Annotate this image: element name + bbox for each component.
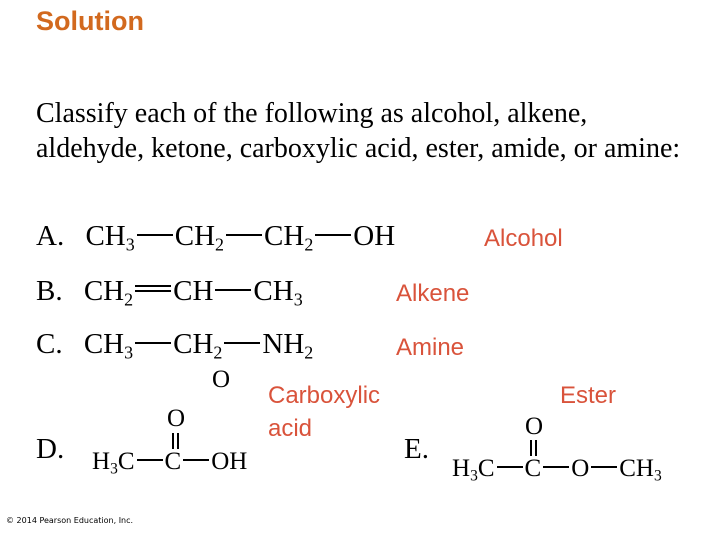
item-a-group-1: $CH_3$ bbox=[85, 220, 135, 255]
item-c-formula bbox=[36, 328, 313, 361]
item-a-group-4: OH bbox=[353, 220, 396, 252]
item-a-answer: Alcohol bbox=[484, 225, 563, 252]
item-d-letter: D. bbox=[36, 433, 65, 465]
carbonyl-double-bond bbox=[172, 433, 179, 449]
item-e-skeleton bbox=[452, 455, 662, 483]
single-bond bbox=[224, 342, 260, 344]
item-d-right-group: OH bbox=[211, 448, 248, 475]
item-a-formula bbox=[36, 220, 395, 253]
item-d-left-group: $H_3C$ bbox=[92, 448, 135, 478]
item-c-answer: Amine bbox=[396, 334, 465, 361]
single-bond bbox=[226, 234, 262, 236]
single-bond bbox=[135, 342, 171, 344]
item-b-answer: Alkene bbox=[396, 280, 470, 307]
copyright-notice: © 2014 Pearson Education, Inc. bbox=[6, 516, 134, 525]
item-e-left-group: $H_3C$ bbox=[452, 455, 495, 485]
item-a-group-3: $CH_2$ bbox=[264, 220, 314, 255]
item-e-right-group: $CH_3$ bbox=[619, 455, 662, 485]
item-e-letter: E. bbox=[404, 433, 429, 465]
item-c-group-1: $CH_3$ bbox=[83, 328, 134, 363]
item-d-skeleton bbox=[92, 448, 247, 476]
item-d-carbonyl-oxygen: O bbox=[167, 405, 186, 432]
slide-heading: Solution bbox=[36, 6, 144, 36]
item-b-formula bbox=[36, 275, 303, 308]
item-e-carbonyl-oxygen: O bbox=[525, 413, 544, 440]
item-c-letter: C. bbox=[36, 328, 63, 360]
item-a-group-2: $CH_2$ bbox=[174, 220, 225, 255]
item-b-letter: B. bbox=[36, 275, 63, 307]
single-bond bbox=[137, 234, 173, 236]
question-prompt: Classify each of the following as alcohol, alkene, aldehyde, ketone, carboxylic acid, ester, amide, or amine: bbox=[36, 98, 681, 164]
item-d-answer-line1: Carboxylic bbox=[268, 382, 381, 409]
item-c-group-2: $CH_2$ bbox=[173, 328, 223, 363]
item-e-carbon: C bbox=[524, 455, 542, 482]
item-d-carbon: C bbox=[164, 448, 182, 475]
item-c-group-3: $NH_2$ bbox=[262, 328, 314, 363]
item-b-group-1: $CH_2$ bbox=[83, 275, 134, 310]
single-bond bbox=[137, 459, 163, 461]
item-e-oxygen: O bbox=[571, 455, 590, 482]
carbonyl-double-bond bbox=[530, 440, 537, 456]
single-bond bbox=[215, 289, 251, 291]
item-b-group-3: $CH_3$ bbox=[253, 275, 303, 310]
item-d-answer-line2: acid bbox=[268, 415, 313, 442]
single-bond bbox=[315, 234, 351, 236]
single-bond bbox=[591, 466, 617, 468]
item-d-top-oxygen: O bbox=[212, 366, 231, 393]
single-bond bbox=[497, 466, 523, 468]
item-a-letter: A. bbox=[36, 220, 65, 252]
single-bond bbox=[183, 459, 209, 461]
item-e-answer: Ester bbox=[560, 382, 617, 409]
single-bond bbox=[543, 466, 569, 468]
item-b-group-2: CH bbox=[173, 275, 214, 307]
double-bond bbox=[135, 285, 171, 292]
